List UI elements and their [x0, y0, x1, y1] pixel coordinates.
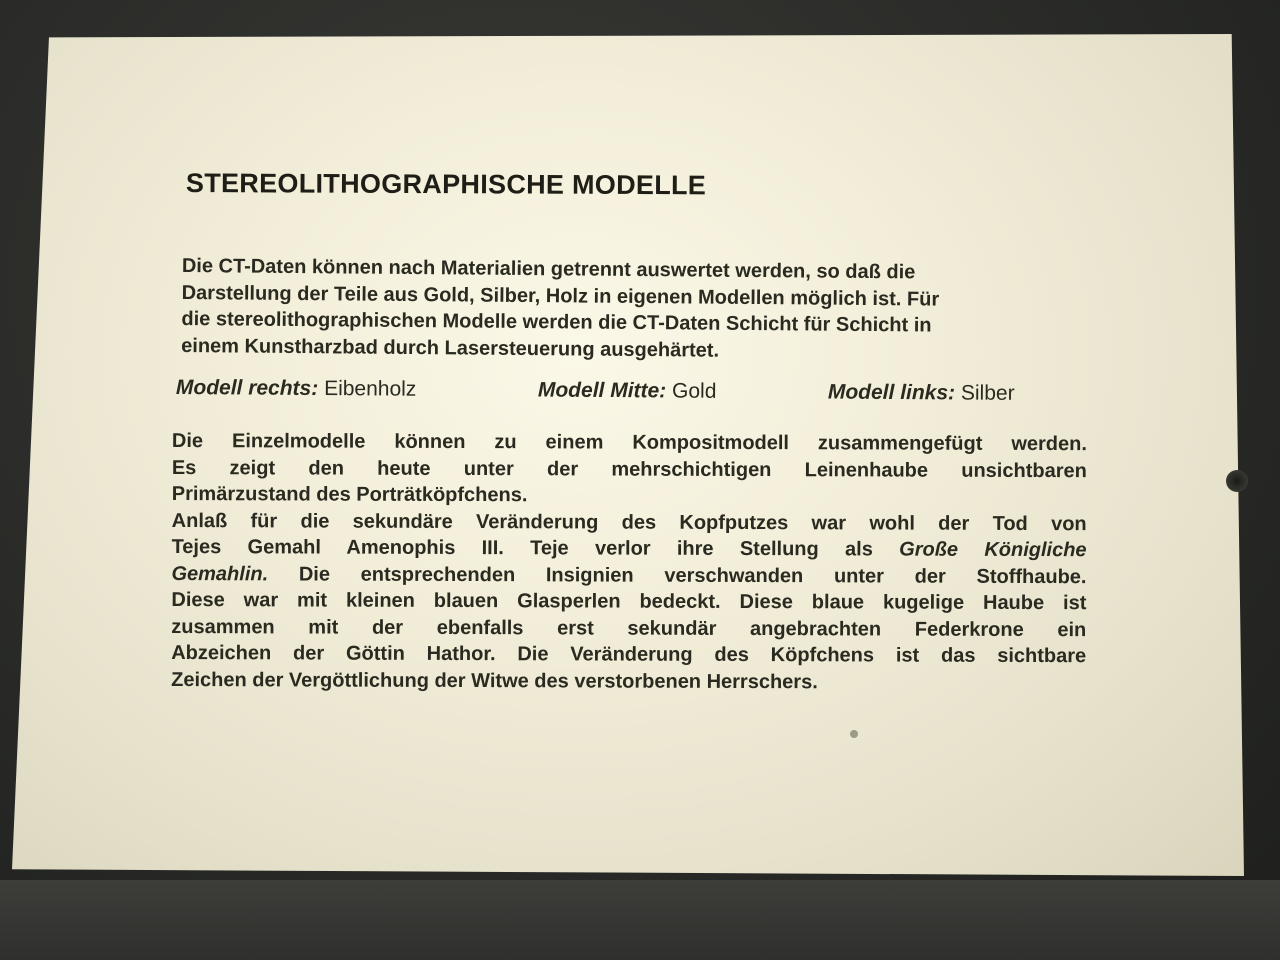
description-line: Zeichen der Vergöttlichung der Witwe des verstorbenen Herrschers. — [171, 668, 818, 693]
description-text: Die entsprechenden Insignien verschwanden unter der Stoffhaube. — [268, 562, 1087, 588]
description-line: Primärzustand des Porträtköpfchens. — [171, 482, 528, 507]
description-line: Anlaß für die sekundäre Veränderung des Kopfputzes war wohl der Tod von — [171, 509, 1087, 535]
model-middle-label: Modell Mitte: — [537, 378, 667, 403]
description-text: Tejes Gemahl Amenophis III. Teje verlor ihre Stellung als — [171, 535, 900, 561]
model-right-label: Modell rechts: — [175, 376, 319, 400]
mounting-hole — [1226, 470, 1248, 492]
description-line — [172, 534, 1087, 564]
card-speck — [850, 730, 858, 738]
intro-line: einem Kunstharzbad durch Lasersteuerung ausgehärtet. — [181, 334, 720, 362]
description-line: Die Einzelmodelle können zu einem Kompositmodell zusammengefügt werden. — [171, 430, 1087, 456]
model-left-value: Silber — [955, 381, 1015, 405]
intro-line: Die CT-Daten können nach Materialien getrennt auswertet werden, so daß die — [181, 254, 916, 284]
display-background — [0, 880, 1280, 960]
model-left — [828, 381, 1015, 406]
model-right-value: Eibenholz — [318, 376, 417, 401]
description-line: Abzeichen der Göttin Hathor. Die Veränderung des Köpfchens ist das sichtbare — [171, 641, 1087, 668]
model-middle — [538, 379, 717, 404]
model-right — [176, 376, 417, 402]
intro-line: Darstellung der Teile aus Gold, Silber, Holz in eigenen Modellen möglich ist. Für — [181, 281, 940, 311]
description-line — [171, 560, 1086, 590]
intro-paragraph — [181, 253, 1082, 367]
title-emphasis: Gemahlin. — [171, 562, 269, 585]
intro-line: die stereolithographischen Modelle werden die CT-Daten Schicht für Schicht in — [181, 307, 932, 337]
title-emphasis: Große Königliche — [899, 538, 1087, 562]
model-middle-value: Gold — [666, 379, 717, 403]
description-paragraph — [171, 428, 1087, 696]
description-line: Diese war mit kleinen blauen Glasperlen bedeckt. Diese blaue kugelige Haube ist — [171, 588, 1087, 615]
description-line: zusammen mit der ebenfalls erst sekundär angebrachten Federkrone ein — [171, 615, 1087, 641]
card-title: STEREOLITHOGRAPHISCHE MODELLE — [185, 168, 707, 201]
description-line: Es zeigt den heute unter der mehrschichtigen Leinenhaube unsichtbaren — [171, 456, 1087, 482]
model-left-label: Modell links: — [827, 380, 956, 405]
